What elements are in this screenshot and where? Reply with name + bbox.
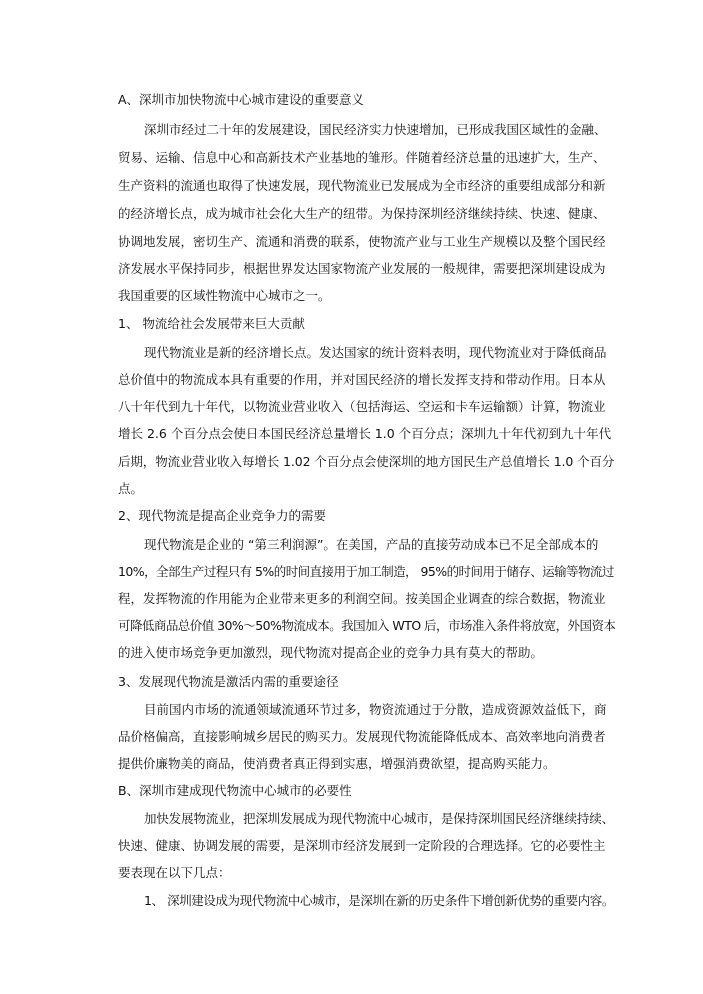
paragraph-line: 品价格偏高，直接影响城乡居民的购买力。发展现代物流能降低成本、高效率地向消费者 (118, 729, 606, 744)
section-heading-a: A、深圳市加快物流中心城市建设的重要意义 (118, 92, 365, 107)
paragraph-line: 程，发挥物流的作用能为企业带来更多的利润空间。按美国企业调查的综合数据，物流业 (118, 591, 606, 606)
paragraph-line: 的进入使市场竞争更加激烈，现代物流对提高企业的竞争力具有莫大的帮助。 (118, 645, 544, 660)
paragraph-line: 深圳市经过二十年的发展建设，国民经济实力快速增加，已形成我国区域性的金融、 (144, 122, 607, 137)
paragraph-line: 济发展水平保持同步，根据世界发达国家物流产业发展的一般规律，需要把深圳建设成为 (118, 261, 606, 276)
paragraph-line: 八十年代到九十年代，以物流业营业收入（包括海运、空运和卡车运输额）计算，物流业 (118, 399, 606, 414)
paragraph-line: 的经济增长点，成为城市社会化大生产的纽带。为保持深圳经济继续持续、快速、健康、 (118, 206, 606, 221)
paragraph-line: 生产资料的流通也取得了快速发展，现代物流业已发展成为全市经济的重要组成部分和新 (118, 178, 606, 193)
subheading-3: 3、发展现代物流是激活内需的重要途径 (118, 674, 339, 689)
paragraph-line: 提供价廉物美的商品，使消费者真正得到实惠，增强消费欲望，提高购买能力。 (118, 756, 556, 771)
section-heading-b: B、深圳市建成现代物流中心城市的必要性 (118, 783, 352, 798)
paragraph-line: 总价值中的物流成本具有重要的作用，并对国民经济的增长发挥支持和带动作用。日本从 (118, 372, 606, 387)
numbered-point-1: 1、 深圳建设成为现代物流中心城市，是深圳在新的历史条件下增创新优势的重要内容。 (144, 893, 614, 908)
paragraph-line: 点。 (118, 481, 144, 496)
paragraph-line: 现代物流业是新的经济增长点。发达国家的统计资料表明，现代物流业对于降低商品 (144, 345, 607, 360)
paragraph-line: 贸易、运输、信息中心和高新技术产业基地的雏形。伴随着经济总量的迅速扩大，生产、 (118, 150, 606, 165)
paragraph-line: 协调地发展，密切生产、流通和消费的联系，使物流产业与工业生产规模以及整个国民经 (118, 234, 606, 249)
subheading-2: 2、现代物流是提高企业竞争力的需要 (118, 508, 326, 523)
paragraph-line: 目前国内市场的流通领域流通环节过多，物资流通过于分散，造成资源效益低下，商 (144, 702, 607, 717)
paragraph-line: 现代物流是企业的 “第三利润源”。在美国，产品的直接劳动成本已不足全部成本的 (144, 537, 599, 552)
paragraph-line: 我国重要的区域性物流中心城市之一。 (118, 288, 331, 303)
paragraph-line: 可降低商品总价值 30%～50%物流成本。我国加入 WTO 后，市场准入条件将放宽，外国资本 (118, 618, 616, 633)
paragraph-line: 要表现在以下几点： (118, 865, 231, 880)
paragraph-line: 快速、健康、协调发展的需要，是深圳市经济发展到一定阶段的合理选择。它的必要性主 (118, 838, 606, 853)
paragraph-line: 加快发展物流业，把深圳发展成为现代物流中心城市，是保持深圳国民经济继续持续、 (144, 811, 614, 826)
paragraph-line: 增长 2.6 个百分点会使日本国民经济总量增长 1.0 个百分点；深圳九十年代初到九十年代 (118, 426, 612, 441)
paragraph-line: 后期，物流业营业收入每增长 1.02 个百分点会使深圳的地方国民生产总值增长 1.0 个百分 (118, 454, 615, 469)
subheading-1: 1、 物流给社会发展带来巨大贡献 (118, 316, 305, 331)
paragraph-line: 10%，全部生产过程只有 5%的时间直接用于加工制造， 95%的时间用于储存、运输等物流过 (118, 564, 614, 579)
